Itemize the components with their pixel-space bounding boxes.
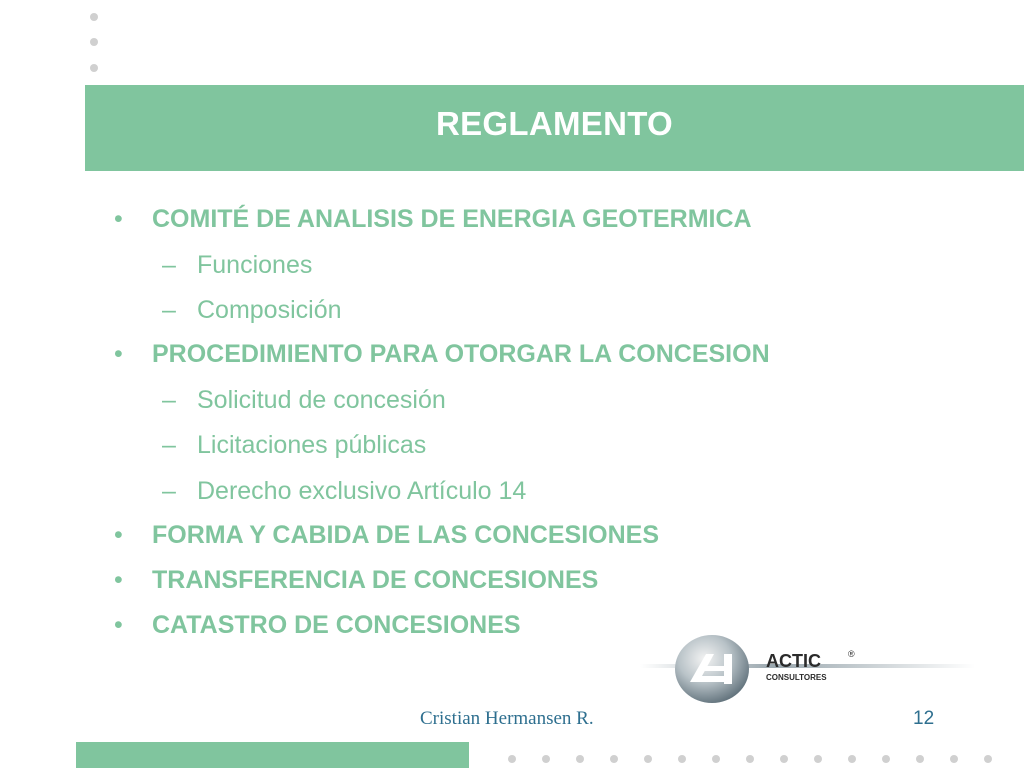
sub-bullet-item: [162, 386, 446, 415]
logo-subtitle: CONSULTORES: [766, 673, 827, 682]
sub-bullet-item: [162, 251, 313, 280]
bullet-text: Derecho exclusivo Artículo 14: [197, 477, 527, 505]
actic-logo: [640, 630, 975, 710]
decorative-dot: [882, 755, 890, 763]
bullet-marker: •: [114, 340, 123, 368]
decorative-dot: [780, 755, 788, 763]
bullet-item: [114, 566, 599, 595]
bottom-band: [76, 742, 469, 768]
bullet-item: [114, 611, 521, 640]
decorative-dot: [848, 755, 856, 763]
decorative-dot: [712, 755, 720, 763]
decorative-dot: [644, 755, 652, 763]
decorative-dot: [508, 755, 516, 763]
sub-bullet-item: [162, 477, 527, 506]
logo-registered-mark: ®: [848, 649, 855, 659]
dash-marker: –: [162, 386, 176, 414]
bullet-marker: •: [114, 566, 123, 594]
bullet-text: PROCEDIMIENTO PARA OTORGAR LA CONCESION: [152, 340, 770, 368]
title-band: [85, 85, 1024, 171]
bullet-text: TRANSFERENCIA DE CONCESIONES: [152, 566, 599, 594]
bullet-item: [114, 521, 659, 550]
bullet-marker: •: [114, 521, 123, 549]
dash-marker: –: [162, 431, 176, 459]
decorative-dot: [576, 755, 584, 763]
decorative-dot: [984, 755, 992, 763]
decorative-dot: [90, 64, 98, 72]
bullet-text: COMITÉ DE ANALISIS DE ENERGIA GEOTERMICA: [152, 205, 752, 233]
dash-marker: –: [162, 296, 176, 324]
decorative-dot: [542, 755, 550, 763]
logo-name: ACTIC: [766, 651, 821, 671]
bullet-item: [114, 205, 752, 234]
decorative-dot: [610, 755, 618, 763]
bullet-marker: •: [114, 611, 123, 639]
decorative-dot: [950, 755, 958, 763]
sub-bullet-item: [162, 431, 427, 460]
dash-marker: –: [162, 477, 176, 505]
bullet-text: FORMA Y CABIDA DE LAS CONCESIONES: [152, 521, 659, 549]
bullet-text: Funciones: [197, 251, 313, 279]
bullet-marker: •: [114, 205, 123, 233]
bullet-text: CATASTRO DE CONCESIONES: [152, 611, 521, 639]
bullet-text: Licitaciones públicas: [197, 431, 427, 459]
decorative-dot: [746, 755, 754, 763]
page-number: 12: [913, 708, 935, 729]
footer-author: Cristian Hermansen R.: [420, 708, 594, 729]
dash-marker: –: [162, 251, 176, 279]
decorative-dot: [90, 38, 98, 46]
decorative-dot: [90, 13, 98, 21]
bullet-item: [114, 340, 770, 369]
decorative-dot: [916, 755, 924, 763]
decorative-dot: [814, 755, 822, 763]
decorative-dot: [678, 755, 686, 763]
bullet-text: Composición: [197, 296, 342, 324]
slide-title: REGLAMENTO: [435, 105, 674, 142]
sub-bullet-item: [162, 296, 342, 325]
bullet-text: Solicitud de concesión: [197, 386, 446, 414]
actic-globe-logo-icon: [675, 635, 749, 703]
